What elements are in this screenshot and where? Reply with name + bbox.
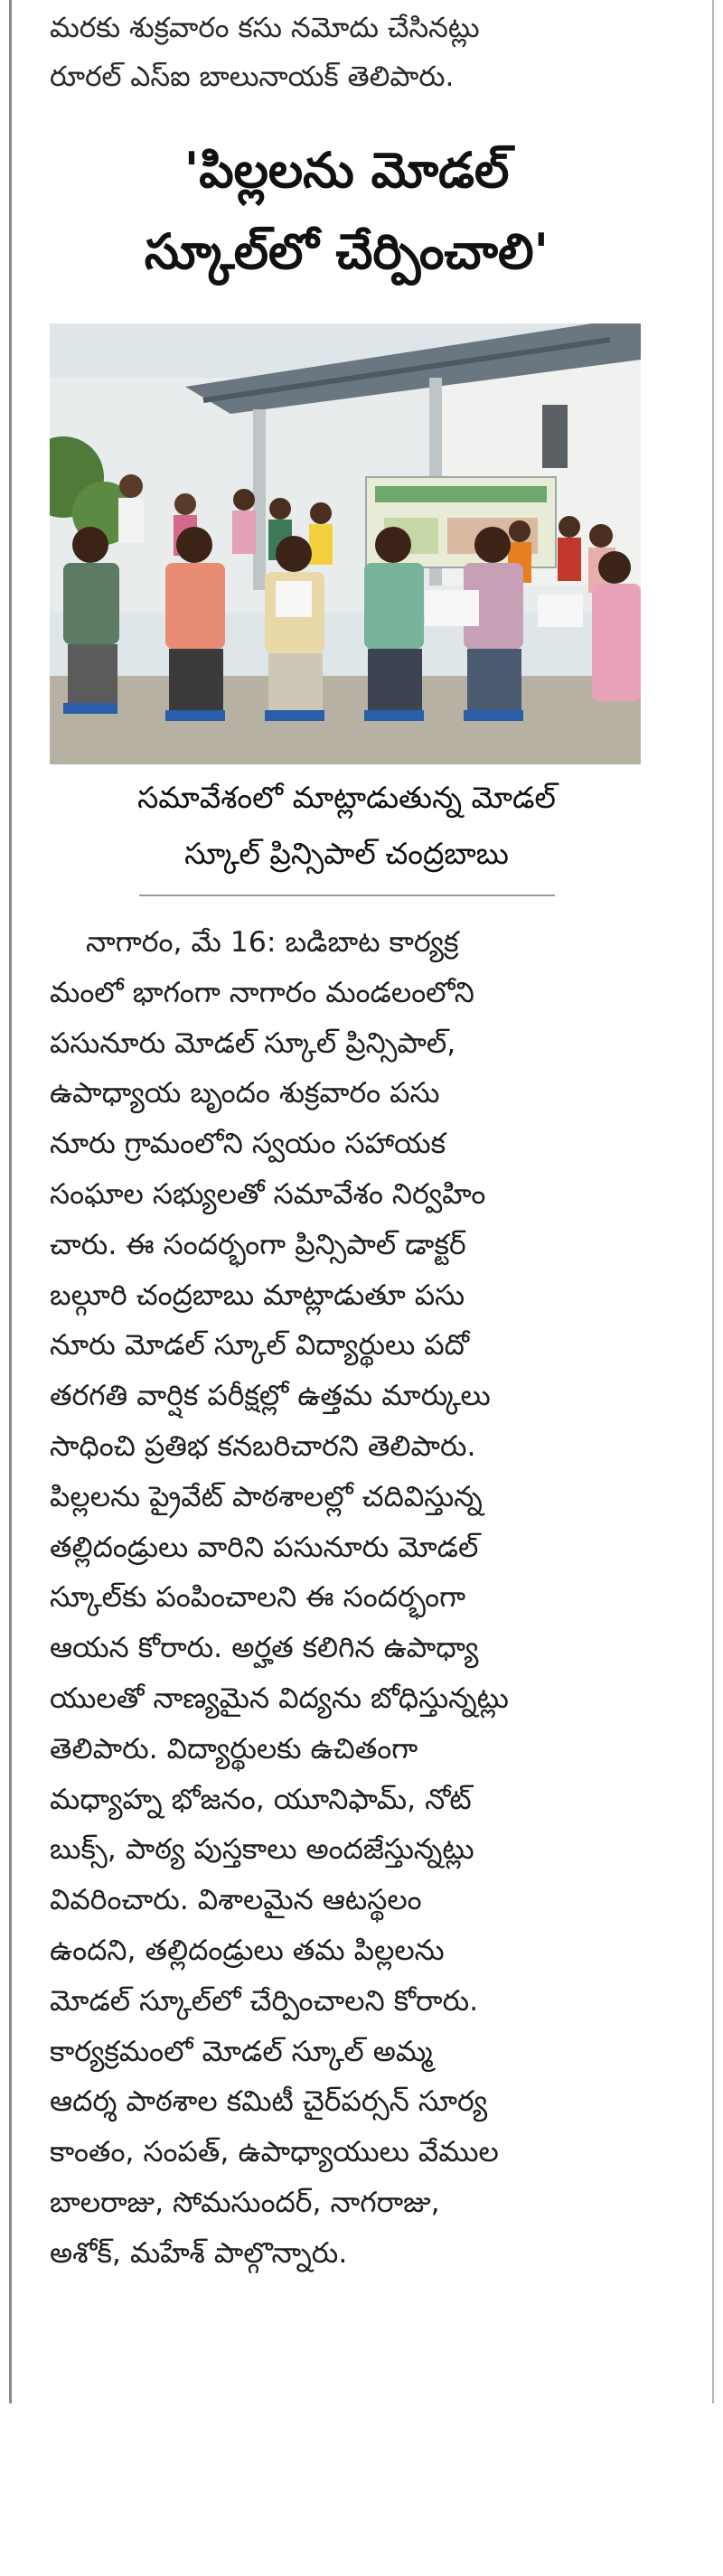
previous-article-line: మరకు శుక్రవారం కసు నమోదు చేసినట్లు: [50, 12, 480, 44]
article-body-line: ఉపాధ్యాయ బృందం శుక్రవారం పసు: [50, 1077, 440, 1110]
article-body-line: స్కూల్‌కు పంపించాలని ఈ సందర్భంగా: [50, 1581, 466, 1615]
article-body-line: పసునూరు మోడల్ స్కూల్ ప్రిన్సిపాల్,: [50, 1026, 456, 1060]
article-body-line: బుక్స్, పాఠ్య పుస్తకాలు అందజేస్తున్నట్లు: [50, 1833, 474, 1867]
article-body-line: తరగతి వార్షిక పరీక్షల్లో ఉత్తమ మార్కులు: [50, 1380, 491, 1413]
article-body-line: వివరించారు. విశాలమైన ఆటస్థలం: [50, 1884, 422, 1917]
article-body-line: బల్గూరి చంద్రబాబు మాట్లాడుతూ పసు: [50, 1279, 465, 1312]
article-body-line: ఆయన కోరారు. అర్హత కలిగిన ఉపాధ్యా: [50, 1632, 479, 1665]
article-body-line: చారు. ఈ సందర్భంగా ప్రిన్సిపాల్ డాక్టర్: [50, 1228, 466, 1261]
caption-line: స్కూల్ ప్రిన్సిపాల్ చంద్రబాబు: [184, 836, 509, 871]
article-body-line: కార్యక్రమంలో మోడల్ స్కూల్ అమ్మ: [50, 2035, 433, 2068]
caption-divider: [139, 895, 555, 896]
article-body-line: నూరు గ్రామంలోని స్వయం సహాయక: [50, 1128, 446, 1161]
article-body-line: నూరు మోడల్ స్కూల్ విద్యార్థులు పదో: [50, 1329, 470, 1363]
article-body-line: మధ్యాహ్న భోజనం, యూనిఫామ్, నోట్: [50, 1783, 472, 1816]
article-body-line: తెలిపారు. విద్యార్థులకు ఉచితంగా: [50, 1732, 418, 1766]
article-body-line: మోడల్ స్కూల్‌లో చేర్పించాలని కోరారు.: [50, 1984, 479, 2018]
article-body-line: పిల్లలను ప్రైవేట్ పాఠశాలల్లో చదివిస్తున్న: [50, 1480, 483, 1513]
caption-line: సమావేశంలో మాట్లాడుతున్న మోడల్: [137, 780, 556, 815]
column-rule-left: [9, 0, 12, 2403]
headline-line: 'పిల్లలను మోడల్: [183, 142, 510, 199]
article-headline: [50, 130, 643, 293]
meeting-photo-illustration: [50, 323, 641, 764]
article-body-line: ఆదర్శ పాఠశాల కమిటీ చైర్‌పర్సన్ సూర్య: [50, 2085, 488, 2119]
headline-line: స్కూల్‌లో చేర్పించాలి': [144, 223, 549, 280]
article-body-line: నాగారం, మే 16: బడిబాట కార్యక్ర: [50, 926, 459, 959]
article-body-line: తల్లిదండ్రులు వారిని పసునూరు మోడల్: [50, 1531, 479, 1564]
news-photo: [50, 323, 641, 764]
article-body-line: మంలో భాగంగా నాగారం మండలంలోని: [50, 976, 474, 1009]
previous-article-line: రూరల్ ఎస్ఐ బాలునాయక్ తెలిపారు.: [50, 61, 455, 93]
photo-caption: [50, 770, 643, 882]
article-body-line: సాధించి ప్రతిభ కనబరిచారని తెలిపారు.: [50, 1429, 476, 1463]
article-body-line: బాలరాజు, సోమసుందర్, నాగరాజు,: [50, 2186, 440, 2219]
article-body: [50, 918, 643, 2280]
article-body-line: సంఘాల సభ్యులతో సమావేశం నిర్వహిం: [50, 1177, 486, 1211]
article-body-line: అశోక్, మహేశ్ పాల్గొన్నారు.: [50, 2236, 348, 2270]
article-body-line: ఉందని, తల్లిదండ్రులు తమ పిల్లలను: [50, 1934, 445, 1967]
article-body-line: యులతో నాణ్యమైన విద్యను బోధిస్తున్నట్లు: [50, 1681, 509, 1715]
article-column: [50, 0, 643, 2280]
article-body-line: కాంతం, సంపత్, ఉపాధ్యాయులు వేముల: [50, 2136, 499, 2169]
column-rule-right: [712, 0, 714, 2403]
previous-article-tail: [50, 0, 643, 107]
